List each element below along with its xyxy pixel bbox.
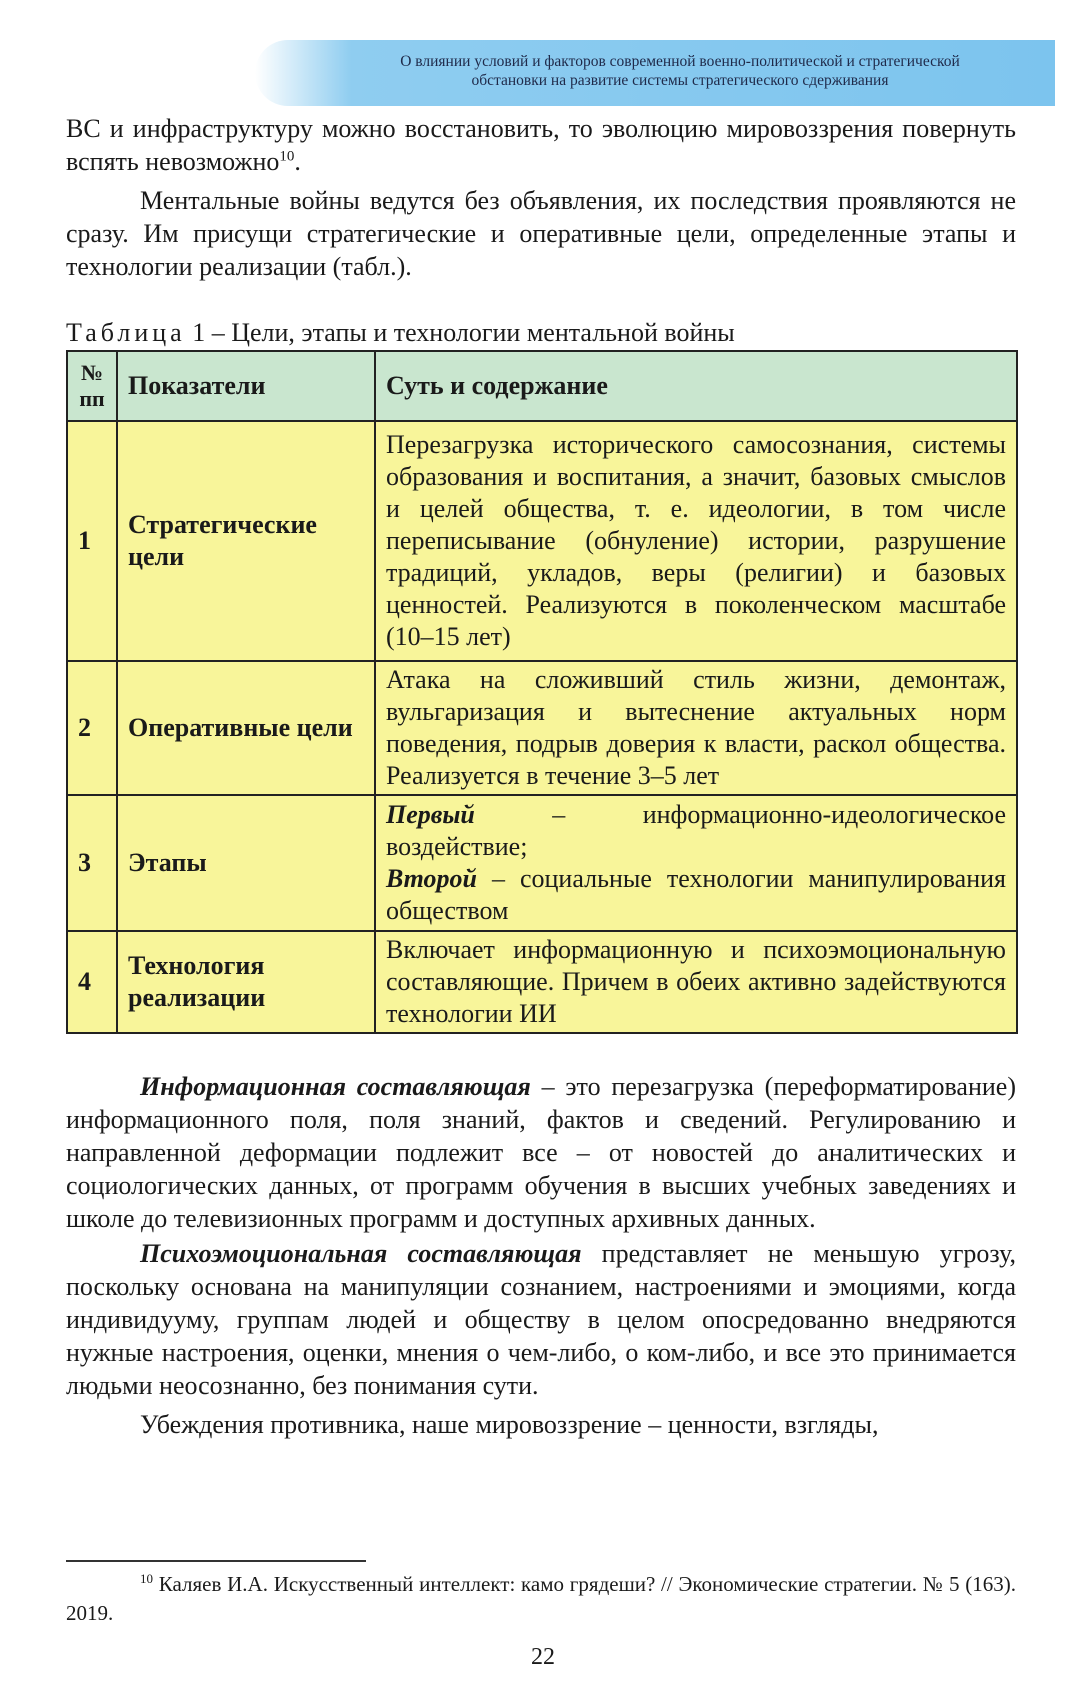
table-row [67,795,1017,931]
running-header-line-2: обстановки на развитие системы стратегического сдерживания [471,72,889,89]
intro-paragraph-1-end: . [294,147,301,176]
row-num: 2 [67,661,117,795]
intro-paragraph-2: Ментальные войны ведутся без объявления, их последствия проявляются не сразу. Им присущи стратегические и оперативные цели, определенные этапы и технологии реализации (табл.). [66,186,1016,281]
table-caption [66,318,1016,348]
table-row [67,661,1017,795]
row-indicator: Этапы [117,795,375,931]
footnote-divider [66,1560,366,1562]
goals-table [66,350,1018,1034]
body-paragraph-2-text: представляет не меньшую угрозу, поскольку основана на манипуляции сознанием, настроениями и эмоциями, когда индивидууму, группам людей и обществу в целом опосредованно внедряются нужные настроения, оценки, мнения о чем-либо, о ком-либо, и все это принимается людьми неосознанно, без понимания сути. [66,1239,1017,1400]
row-indicator: Технология реализации [117,931,375,1033]
row-indicator: Стратегические цели [117,421,375,661]
footnote-text: Каляев И.А. Искусственный интеллект: камо грядеши? // Экономические стратегии. № 5 (163). 2019. [66,1572,1016,1625]
footnote-number: 10 [140,1571,153,1586]
footnote-ref: 10 [279,148,295,165]
row-num: 3 [67,795,117,931]
table-row [67,931,1017,1033]
stage-2-text: – социальные технологии манипулирования обществом [386,864,1006,925]
stage-1-label: Первый [386,800,475,829]
table-caption-text: 1 – Цели, этапы и технологии ментальной войны [185,318,735,347]
body-text [66,1070,1016,1441]
body-paragraph-2 [66,1237,1016,1402]
term-information: Информационная составляющая [140,1072,531,1101]
row-content: Перезагрузка исторического самосознания, системы образования и воспитания, а значит, базовых смыслов и целей общества, т. е. идеологии, в том числе переписывание (обнуление) истории, разрушение традиций, укладов, веры (религии) и базовых ценностей. Реализуются в поколенческом масштабе (10–15 лет) [375,421,1017,661]
header-num: № пп [67,351,117,421]
footnote [66,1570,1016,1628]
row-num: 1 [67,421,117,661]
running-header [255,40,1055,106]
intro-paragraph-1 [66,112,1016,178]
table-row [67,421,1017,661]
intro-paragraph-1-text: ВС и инфраструктуру можно восстановить, то эволюцию мировоззрения повернуть вспять невозможно [66,114,1016,176]
header-indicator: Показатели [117,351,375,421]
page-number: 22 [531,1644,555,1670]
row-content: Атака на сложивший стиль жизни, демонтаж, вульгаризация и вытеснение актуальных норм поведения, подрыв доверия к власти, раскол общества. Реализуется в течение 3–5 лет [375,661,1017,795]
stage-2-label: Второй [386,864,477,893]
row-content: Включает информационную и психоэмоциональную составляющие. Причем в обеих активно задействуются технологии ИИ [375,931,1017,1033]
table-header-row [67,351,1017,421]
stage-1-text: – информационно-идеологическое воздействие; [386,800,1006,861]
running-header-line-1: О влиянии условий и факторов современной военно-политической и стратегической [400,53,960,70]
row-indicator: Оперативные цели [117,661,375,795]
row-content [375,795,1017,931]
body-paragraph-3: Убеждения противника, наше мировоззрение – ценности, взгляды, [140,1410,879,1439]
term-psychoemotional: Психоэмоциональная составляющая [140,1239,582,1268]
body-paragraph-1 [66,1070,1016,1235]
header-content: Суть и содержание [375,351,1017,421]
row-num: 4 [67,931,117,1033]
table-caption-word: Таблица [66,318,186,347]
body-paragraph-1-text: – это перезагрузка (переформатирование) информационного поля, поля знаний, фактов и сведений. Регулированию и направленной деформации подлежит все – от новостей до аналитических и социологических данных, от программ обучения в высших учебных заведениях и школе до телевизионных программ и доступных архивных данных. [66,1072,1017,1233]
intro-text [66,112,1016,283]
